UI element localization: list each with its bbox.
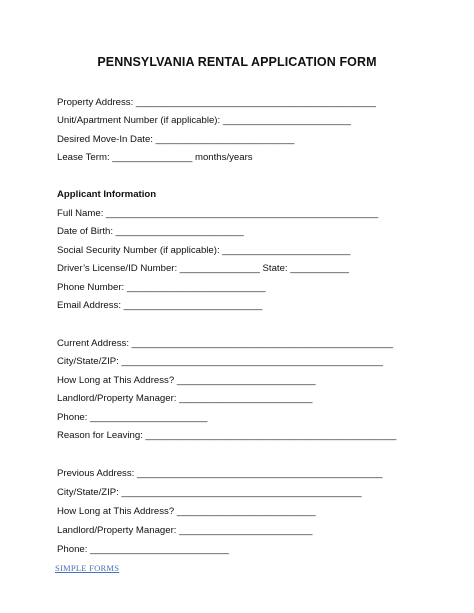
full-name-field: Full Name: ___________________________________________________ <box>57 208 379 219</box>
current-landlord-phone-field: Phone: ______________________ <box>57 412 208 423</box>
drivers-license-field: Driver’s License/ID Number: _______________ State: ___________ <box>57 263 349 274</box>
previous-address-field: Previous Address: ______________________________________________ <box>57 468 383 479</box>
date-of-birth-field: Date of Birth: ________________________ <box>57 226 244 237</box>
property-address-field: Property Address: _____________________________________________ <box>57 97 377 108</box>
current-address-field: Current Address: _________________________________________________ <box>57 338 394 349</box>
page-title: PENNSYLVANIA RENTAL APPLICATION FORM <box>97 55 377 69</box>
ssn-field: Social Security Number (if applicable): ________________________ <box>57 245 351 256</box>
previous-landlord-phone-field: Phone: __________________________ <box>57 544 229 555</box>
current-duration-field: How Long at This Address? __________________________ <box>57 375 316 386</box>
current-city-state-zip-field: City/State/ZIP: _________________________________________________ <box>57 356 383 367</box>
email-address-field: Email Address: __________________________ <box>57 300 263 311</box>
previous-city-state-zip-field: City/State/ZIP: _____________________________________________ <box>57 487 362 498</box>
reason-for-leaving-field: Reason for Leaving: _______________________________________________ <box>57 430 397 441</box>
previous-duration-field: How Long at This Address? __________________________ <box>57 506 316 517</box>
previous-landlord-field: Landlord/Property Manager: _________________________ <box>57 525 313 536</box>
unit-number-field: Unit/Apartment Number (if applicable): ________________________ <box>57 115 351 126</box>
applicant-info-heading: Applicant Information <box>57 189 157 200</box>
lease-term-field: Lease Term: _______________ months/years <box>57 152 253 163</box>
simple-forms-link[interactable]: SIMPLE FORMS <box>55 563 120 573</box>
current-landlord-field: Landlord/Property Manager: _________________________ <box>57 393 313 404</box>
move-in-date-field: Desired Move-In Date: __________________________ <box>57 134 295 145</box>
phone-number-field: Phone Number: __________________________ <box>57 282 266 293</box>
